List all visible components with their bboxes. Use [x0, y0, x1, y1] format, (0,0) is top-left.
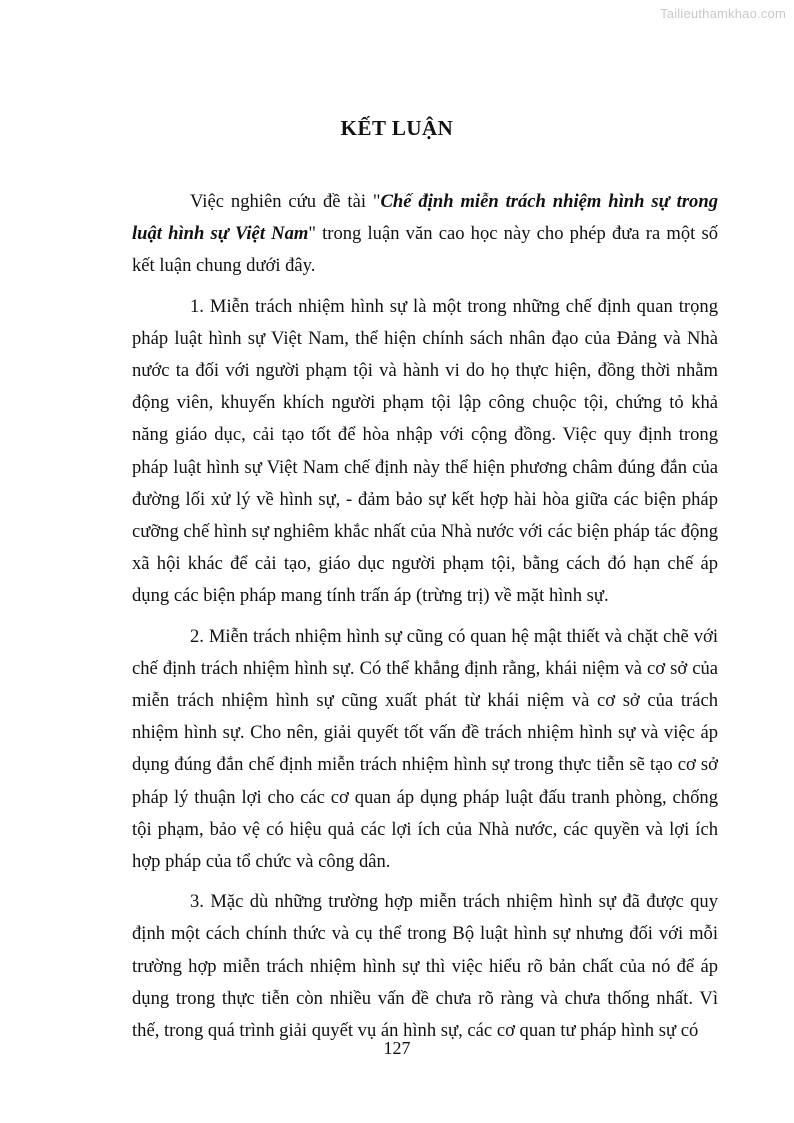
body-text [132, 186, 718, 1055]
paragraph-2: 2. Miễn trách nhiệm hình sự cũng có quan hệ mật thiết và chặt chẽ với chế định trách nhiệm hình sự. Có thể khẳng định rằng, khái niệm và cơ sở của miễn trách nhiệm hình sự cũng xuất phát từ khái niệm và cơ sở của trách nhiệm hình sự. Cho nên, giải quyết tốt vấn đề trách nhiệm hình sự và việc áp dụng đúng đắn chế định miễn trách nhiệm hình sự trong thực tiễn sẽ tạo cơ sở pháp lý thuận lợi cho các cơ quan áp dụng pháp luật đấu tranh phòng, chống tội phạm, bảo vệ có hiệu quả các lợi ích của Nhà nước, các quyền và lợi ích hợp pháp của tổ chức và công dân. [132, 625, 718, 873]
watermark: Tailieuthamkhao.com [660, 6, 786, 21]
page-number: 127 [383, 1038, 411, 1058]
page-title: KẾT LUẬN [340, 116, 454, 140]
thesis-title: Chế định miễn trách nhiệm hình sự trong luật hình sự Việt Nam [132, 191, 718, 245]
paragraph-3: 3. Mặc dù những trường hợp miễn trách nhiệm hình sự đã được quy định một cách chính thức và cụ thể trong Bộ luật hình sự nhưng đối với mỗi trường hợp miễn trách nhiệm hình sự thì việc hiểu rõ bản chất của nó để áp dụng trong thực tiễn còn nhiều vấn đề chưa rõ ràng và chưa thống nhất. Vì thế, trong quá trình giải quyết vụ án hình sự, các cơ quan tư pháp hình sự có [132, 891, 718, 1042]
intro-text-before: Việc nghiên cứu đề tài " [190, 191, 381, 212]
paragraph-1: 1. Miễn trách nhiệm hình sự là một trong những chế định quan trọng pháp luật hình sự Việt Nam, thể hiện chính sách nhân đạo của Đảng và Nhà nước ta đối với người phạm tội và hành vi do họ thực hiện, đồng thời nhằm động viên, khuyến khích người phạm tội lập công chuộc tội, chứng tỏ khả năng giáo dục, cải tạo tốt để hòa nhập với cộng đồng. Việc quy định trong pháp luật hình sự Việt Nam chế định này thể hiện phương châm đúng đắn của đường lối xử lý về hình sự, - đảm bảo sự kết hợp hài hòa giữa các biện pháp cưỡng chế hình sự nghiêm khắc nhất của Nhà nước với các biện pháp tác động xã hội khác để cải tạo, giáo dục người phạm tội, bằng cách đó hạn chế áp dụng các biện pháp mang tính trấn áp (trừng trị) về mặt hình sự. [132, 295, 718, 607]
intro-text-after: " trong luận văn cao học này cho phép đưa ra một số kết luận chung dưới đây. [132, 223, 719, 277]
intro-paragraph [132, 186, 718, 283]
